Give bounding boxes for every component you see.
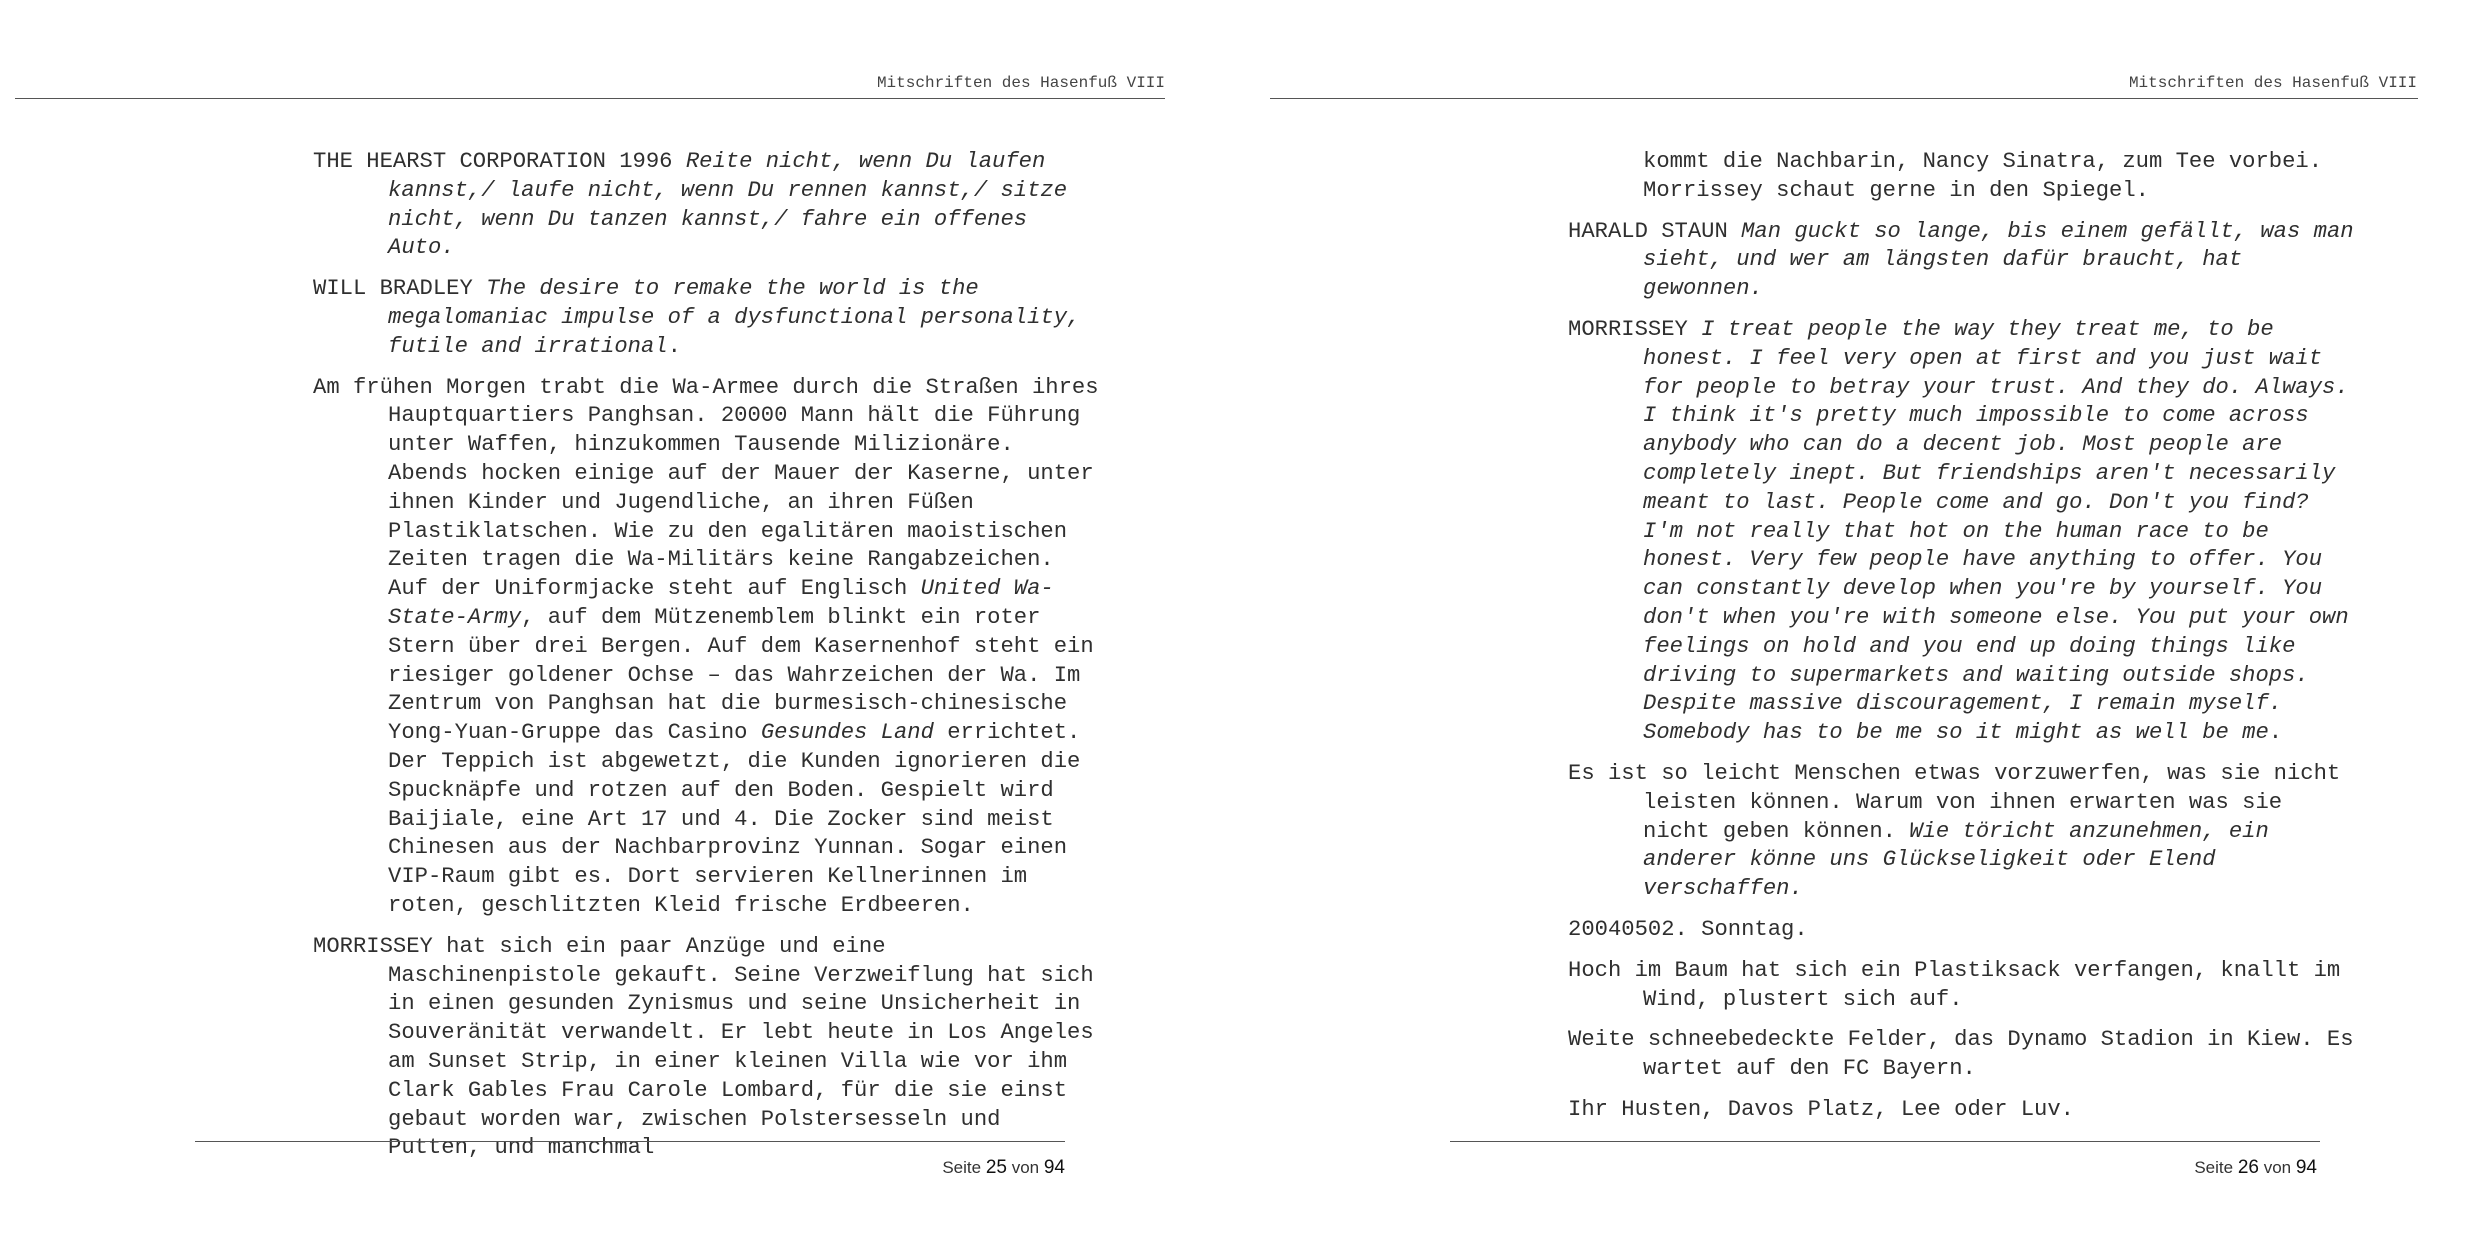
- page-number-separator: von: [1011, 1158, 1040, 1177]
- paragraph-date: [1568, 916, 2358, 945]
- page-number-prefix: Seite: [942, 1158, 982, 1177]
- vorwerfen-italic: Wie töricht anzunehmen, ein anderer könne uns Glückseligkeit oder Elend verschaffen.: [1643, 818, 2269, 902]
- paragraph-morrissey-quote: [1568, 316, 2358, 748]
- paragraph-plastiksack: [1568, 957, 2358, 1015]
- vorwerfen-text: Es ist so leicht Menschen etwas vorzuwerfen, was sie nicht leisten können. Warum von ihnen erwarten was sie nicht geben können.: [1568, 760, 2341, 844]
- quote-bradley-tail: .: [667, 333, 681, 359]
- paragraph-kiew: [1568, 1026, 2358, 1084]
- wa-text-2: , auf dem Mützenemblem blinkt ein roter Stern über drei Bergen. Auf dem Kasernenhof steht ein riesiger goldener Ochse – das Wahrzeichen der Wa. Im Zentrum von Panghsan hat die burmesisch-chinesische Yong-Yuan-Gruppe das Casino: [388, 604, 1094, 746]
- body-text: [313, 148, 1103, 1175]
- paragraph-staun: [1568, 218, 2358, 304]
- wa-text-3: errichtet. Der Teppich ist abgewetzt, die Kunden ignorieren die Spucknäpfe und rotzen auf den Boden. Gespielt wird Baijiale, eine Art 17 und 4. Die Zocker sind meist Chinesen aus der Nachbarprovinz Yunnan. Sogar einen VIP-Raum gibt es. Dort servieren Kellnerinnen im roten, geschlitzten Kleid frische Erdbeeren.: [388, 720, 1081, 918]
- quote-staun: Man guckt so lange, bis einem gefällt, was man sieht, und wer am längsten dafür braucht, hat gewonnen.: [1643, 218, 2354, 302]
- running-head: Mitschriften des Hasenfuß VIII: [876, 74, 1165, 92]
- paragraph-hearst: [313, 148, 1103, 263]
- wa-italic-1: United Wa-State-Army: [388, 576, 1054, 630]
- wa-italic-2: Gesundes Land: [760, 720, 934, 746]
- running-head: Mitschriften des Hasenfuß VIII: [2128, 74, 2417, 92]
- page-number-total: 94: [2295, 1157, 2317, 1178]
- paragraph-husten: [1568, 1096, 2358, 1125]
- header-rule: [1270, 98, 2418, 99]
- paragraph-vorwerfen: [1568, 760, 2358, 904]
- quote-hearst: Reite nicht, wenn Du laufen kannst,/ laufe nicht, wenn Du rennen kannst,/ sitze nicht, wenn Du tanzen kannst,/ fahre ein offenes Auto.: [388, 149, 1068, 261]
- speaker-staun: HARALD STAUN: [1568, 218, 1742, 244]
- wa-text-1: Am frühen Morgen trabt die Wa-Armee durch die Straßen ihres Hauptquartiers Panghsan. 20000 Mann hält die Führung unter Waffen, hinzukommen Tausende Milizionäre. Abends hocken einige auf der Mauer der Kaserne, unter ihnen Kinder und Jugendliche, an ihren Füßen Plastiklatschen. Wie zu den egalitären maoistischen Zeiten tragen die Wa-Militärs keine Rangabzeichen. Auf der Uniformjacke steht auf Englisch: [313, 374, 1099, 602]
- page-number-current: 25: [985, 1157, 1007, 1178]
- page-right: [1260, 0, 2480, 1240]
- page-number: [942, 1157, 1065, 1179]
- page-number-prefix: Seite: [2194, 1158, 2234, 1177]
- husten-text: Ihr Husten, Davos Platz, Lee oder Luv.: [1568, 1096, 2074, 1122]
- morrissey-intro-text: MORRISSEY hat sich ein paar Anzüge und eine Maschinenpistole gekauft. Seine Verzweiflung hat sich in einen gesunden Zynismus und seine Unsicherheit in Souveränität verwandelt. Er lebt heute in Los Angeles am Sunset Strip, in einer kleinen Villa wie vor ihm Clark Gables Frau Carole Lombard, für die sie einst gebaut worden war, zwischen Polstersesseln und Putten, und manchmal: [313, 933, 1094, 1161]
- quote-morrissey: I treat people the way they treat me, to be honest. I feel very open at first and you just wait for people to betray your trust. And they do. Always. I think it's pretty much impossible to come across anybody who can do a decent job. Most people are completely inept. But friendships aren't necessarily meant to last. People come and go. Don't you find? I'm not really that hot on the human race to be honest. Very few people have anything to offer. You can constantly develop when you're by yourself. You don't when you're with someone else. You put your own feelings on hold and you end up doing things like driving to supermarkets and waiting outside shops. Despite massive discouragement, I remain myself. Somebody has to be me so it might as well be me: [1643, 316, 2349, 746]
- paragraph-morrissey-intro: [313, 933, 1103, 1163]
- plastiksack-text: Hoch im Baum hat sich ein Plastiksack verfangen, knallt im Wind, plustert sich auf.: [1568, 957, 2341, 1012]
- footer-rule: [195, 1141, 1065, 1142]
- page-number-total: 94: [1043, 1157, 1065, 1178]
- speaker-bradley: WILL BRADLEY: [313, 276, 487, 302]
- page-number-separator: von: [2263, 1158, 2292, 1177]
- quote-morrissey-tail: .: [2268, 720, 2283, 746]
- page-number-current: 26: [2237, 1157, 2259, 1178]
- paragraph-bradley: [313, 275, 1103, 361]
- paragraph-continuation: [1568, 148, 2358, 206]
- body-text: [1568, 148, 2358, 1137]
- kiew-text: Weite schneebedeckte Felder, das Dynamo Stadion in Kiew. Es wartet auf den FC Bayern.: [1568, 1027, 2354, 1082]
- continuation-text: kommt die Nachbarin, Nancy Sinatra, zum Tee vorbei. Morrissey schaut gerne in den Spiegel.: [1643, 149, 2323, 203]
- quote-bradley: The desire to remake the world is the megalomaniac impulse of a dysfunctional personality, futile and irrational: [388, 276, 1081, 359]
- footer-rule: [1450, 1141, 2320, 1142]
- page-number: [2194, 1157, 2317, 1179]
- paragraph-wa-armee: [313, 374, 1103, 921]
- header-rule: [15, 98, 1165, 99]
- speaker-hearst: THE HEARST CORPORATION 1996: [313, 149, 686, 174]
- speaker-morrissey: MORRISSEY: [1568, 316, 1702, 342]
- date-entry: 20040502. Sonntag.: [1568, 916, 1808, 942]
